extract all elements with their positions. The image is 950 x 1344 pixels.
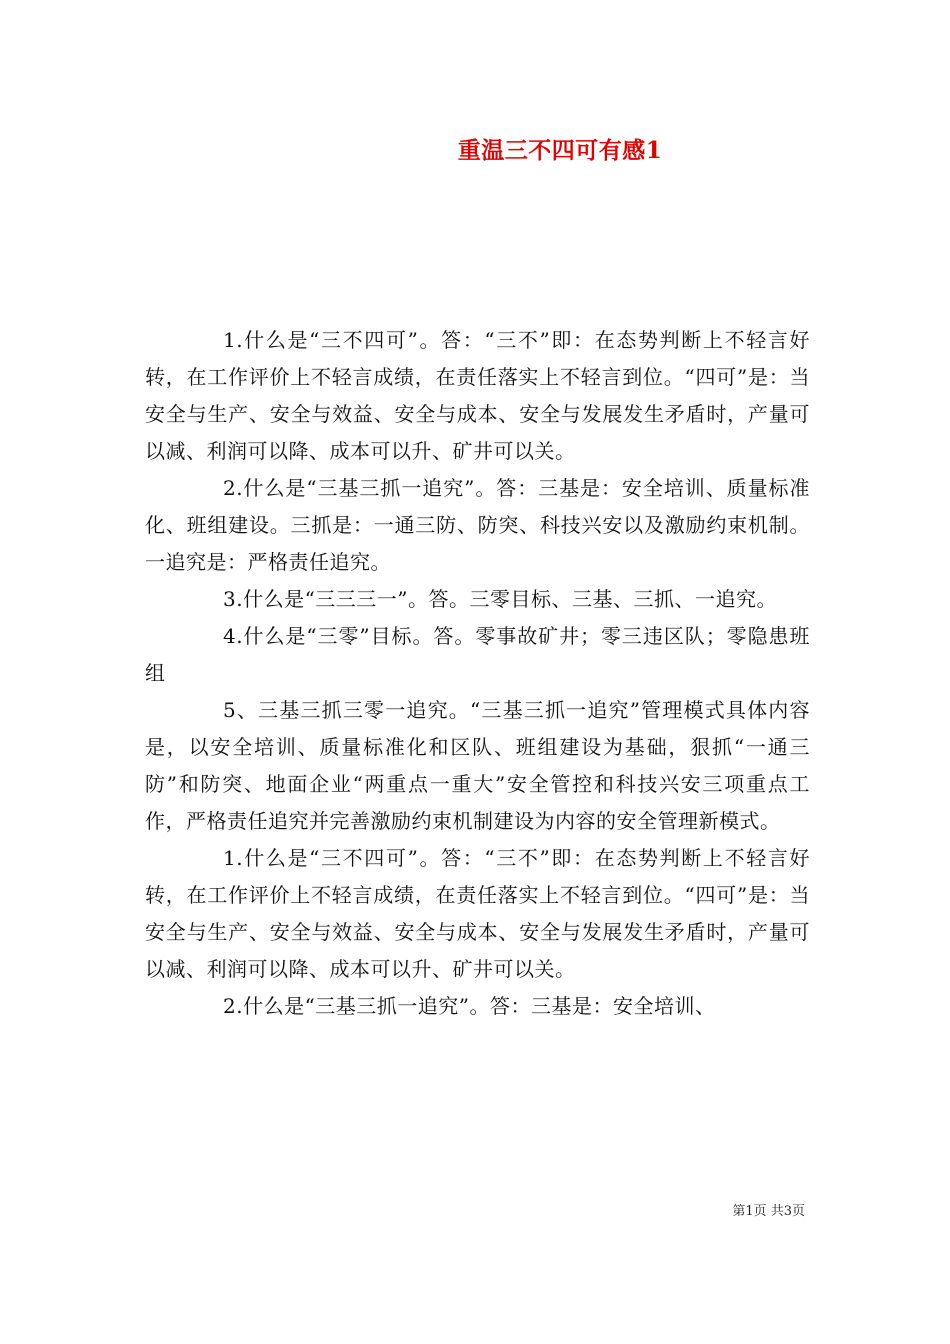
paragraph-7: 2.什么是“三基三抓一追究”。答：三基是：安全培训、 [223, 994, 716, 1018]
page-number-footer: 第1页 共3页 [732, 1204, 805, 1219]
paragraph-1: 1.什么是“三不四可”。答：“三不”即：在态势判断上不轻言好转，在工作评价上不轻言成绩，在责任落实上不轻言到位。“四可”是：当安全与生产、安全与效益、安全与成本、安全与发展发生矛盾时，产量可以减、利润可以降、成本可以升、矿井可以关。 [145, 328, 810, 463]
paragraph-5: 5、三基三抓三零一追究。“三基三抓一追究”管理模式具体内容是，以安全培训、质量标准化和区队、班组建设为基础，狠抓“一通三防”和防突、地面企业“两重点一重大”安全管控和科技兴安三项重点工作，严格责任追究并完善激励约束机制建设为内容的安全管理新模式。 [145, 698, 810, 833]
paragraph-3: 3.什么是“三三三一”。答。三零目标、三基、三抓、一追究。 [223, 587, 778, 611]
document-body [145, 322, 810, 1025]
paragraph-2: 2.什么是“三基三抓一追究”。答：三基是：安全培训、质量标准化、班组建设。三抓是：一通三防、防突、科技兴安以及激励约束机制。一追究是：严格责任追究。 [145, 476, 810, 574]
document-title: 重温三不四可有感1 [457, 137, 663, 164]
paragraph-4: 4.什么是“三零”目标。答。零事故矿井；零三违区队；零隐患班组 [145, 624, 810, 685]
paragraph-6: 1.什么是“三不四可”。答：“三不”即：在态势判断上不轻言好转，在工作评价上不轻言成绩，在责任落实上不轻言到位。“四可”是：当安全与生产、安全与效益、安全与成本、安全与发展发生矛盾时，产量可以减、利润可以降、成本可以升、矿井可以关。 [145, 846, 810, 981]
